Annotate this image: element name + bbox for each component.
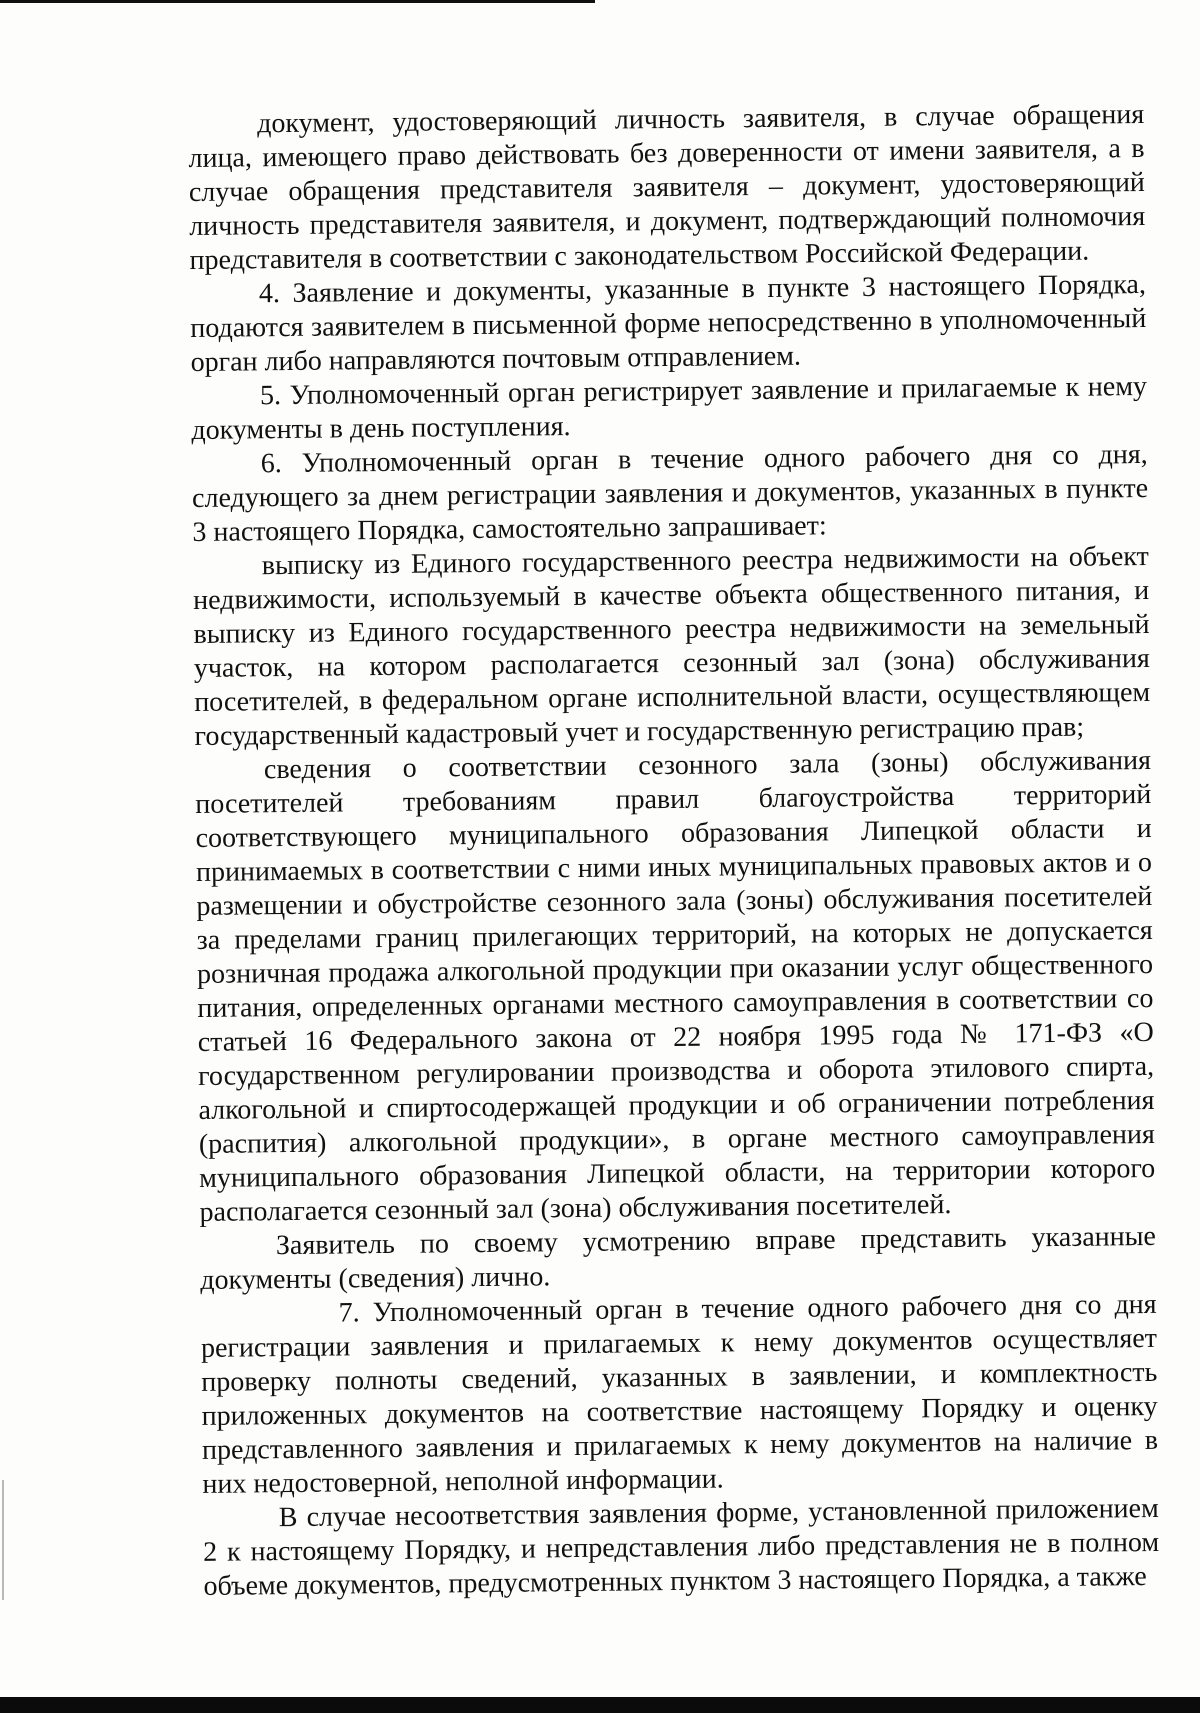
paragraph-compliance-information: сведения о соответствии сезонного зала (зоны) обслуживания посетителей требованиям правил благоустройства территорий соответствующего муниципального образования Липецкой области и принимаемых в соответствии с ними иных муниципальных правовых актов и о размещении и обустройстве сезонного зала (зоны) обслуживания посетителей за пределами границ прилегающих территорий, на которых не допускается розничная продажа алкогольной продукции при оказании услуг общественного питания, определенных органами местного самоуправления в соответствии со статьей 16 Федерального закона от 22 ноября 1995 года № 171-ФЗ «О государственном регулировании производства и оборота этилового спирта, алкогольной и спиртосодержащей продукции и об ограничении потребления (распития) алкогольной продукции», в органе местного самоуправления муниципального образования Липецкой области, на территории которого располагается сезонный зал (зона) обслуживания посетителей.: [195, 744, 1156, 1228]
paragraph-registry-extract: выписку из Единого государственного реестра недвижимости на объект недвижимости, используемый в качестве объекта общественного питания, и выписку из Единого государственного реестра недвижимости на земельный участок, на котором располагается сезонный зал (зона) обслуживания посетителей, в федеральном органе исполнительной власти, осуществляющем государственный кадастровый учет и государственную регистрацию прав;: [192, 540, 1151, 752]
paragraph-applicant-right: Заявитель по своему усмотрению вправе представить указанные документы (сведения) лично.: [200, 1220, 1157, 1296]
paragraph-nonconformity: В случае несоответствия заявления форме, установленной приложением 2 к настоящему Порядку, и непредставления либо представления не в полном объеме документов, предусмотренных пунктом 3 настоящего Порядка, а также: [202, 1492, 1160, 1602]
top-scan-edge: [0, 0, 595, 3]
left-scan-mark: [2, 1480, 4, 1600]
paragraph-identity-document: документ, удостоверяющий личность заявителя, в случае обращения лица, имеющего право действовать без доверенности от имени заявителя, а в случае обращения представителя заявителя – документ, удостоверяющий личность представителя заявителя, и документ, подтверждающий полномочия представителя в соответствии с законодательством Российской Федерации.: [188, 98, 1146, 276]
paragraph-item-6: 6. Уполномоченный орган в течение одного рабочего дня со дня, следующего за днем регистрации заявления и документов, указанных в пункте 3 настоящего Порядка, самостоятельно запрашивает:: [191, 438, 1149, 548]
paragraph-item-7: 7. Уполномоченный орган в течение одного рабочего дня со дня регистрации заявления и прилагаемых к нему документов осуществляет проверку полноты сведений, указанных в заявлении, и комплектность приложенных документов на соответствие настоящему Порядку и оценку представленного заявления и прилагаемых к нему документов на наличие в них недостоверной, неполной информации.: [200, 1288, 1159, 1500]
document-body: [188, 98, 1160, 1604]
paragraph-item-4: 4. Заявление и документы, указанные в пункте 3 настоящего Порядка, подаются заявителем в письменной форме непосредственно в уполномоченный орган либо направляются почтовым отправлением.: [190, 268, 1147, 378]
paragraph-item-5: 5. Уполномоченный орган регистрирует заявление и прилагаемые к нему документы в день поступления.: [191, 370, 1148, 446]
bottom-scan-edge: [0, 1697, 1200, 1713]
